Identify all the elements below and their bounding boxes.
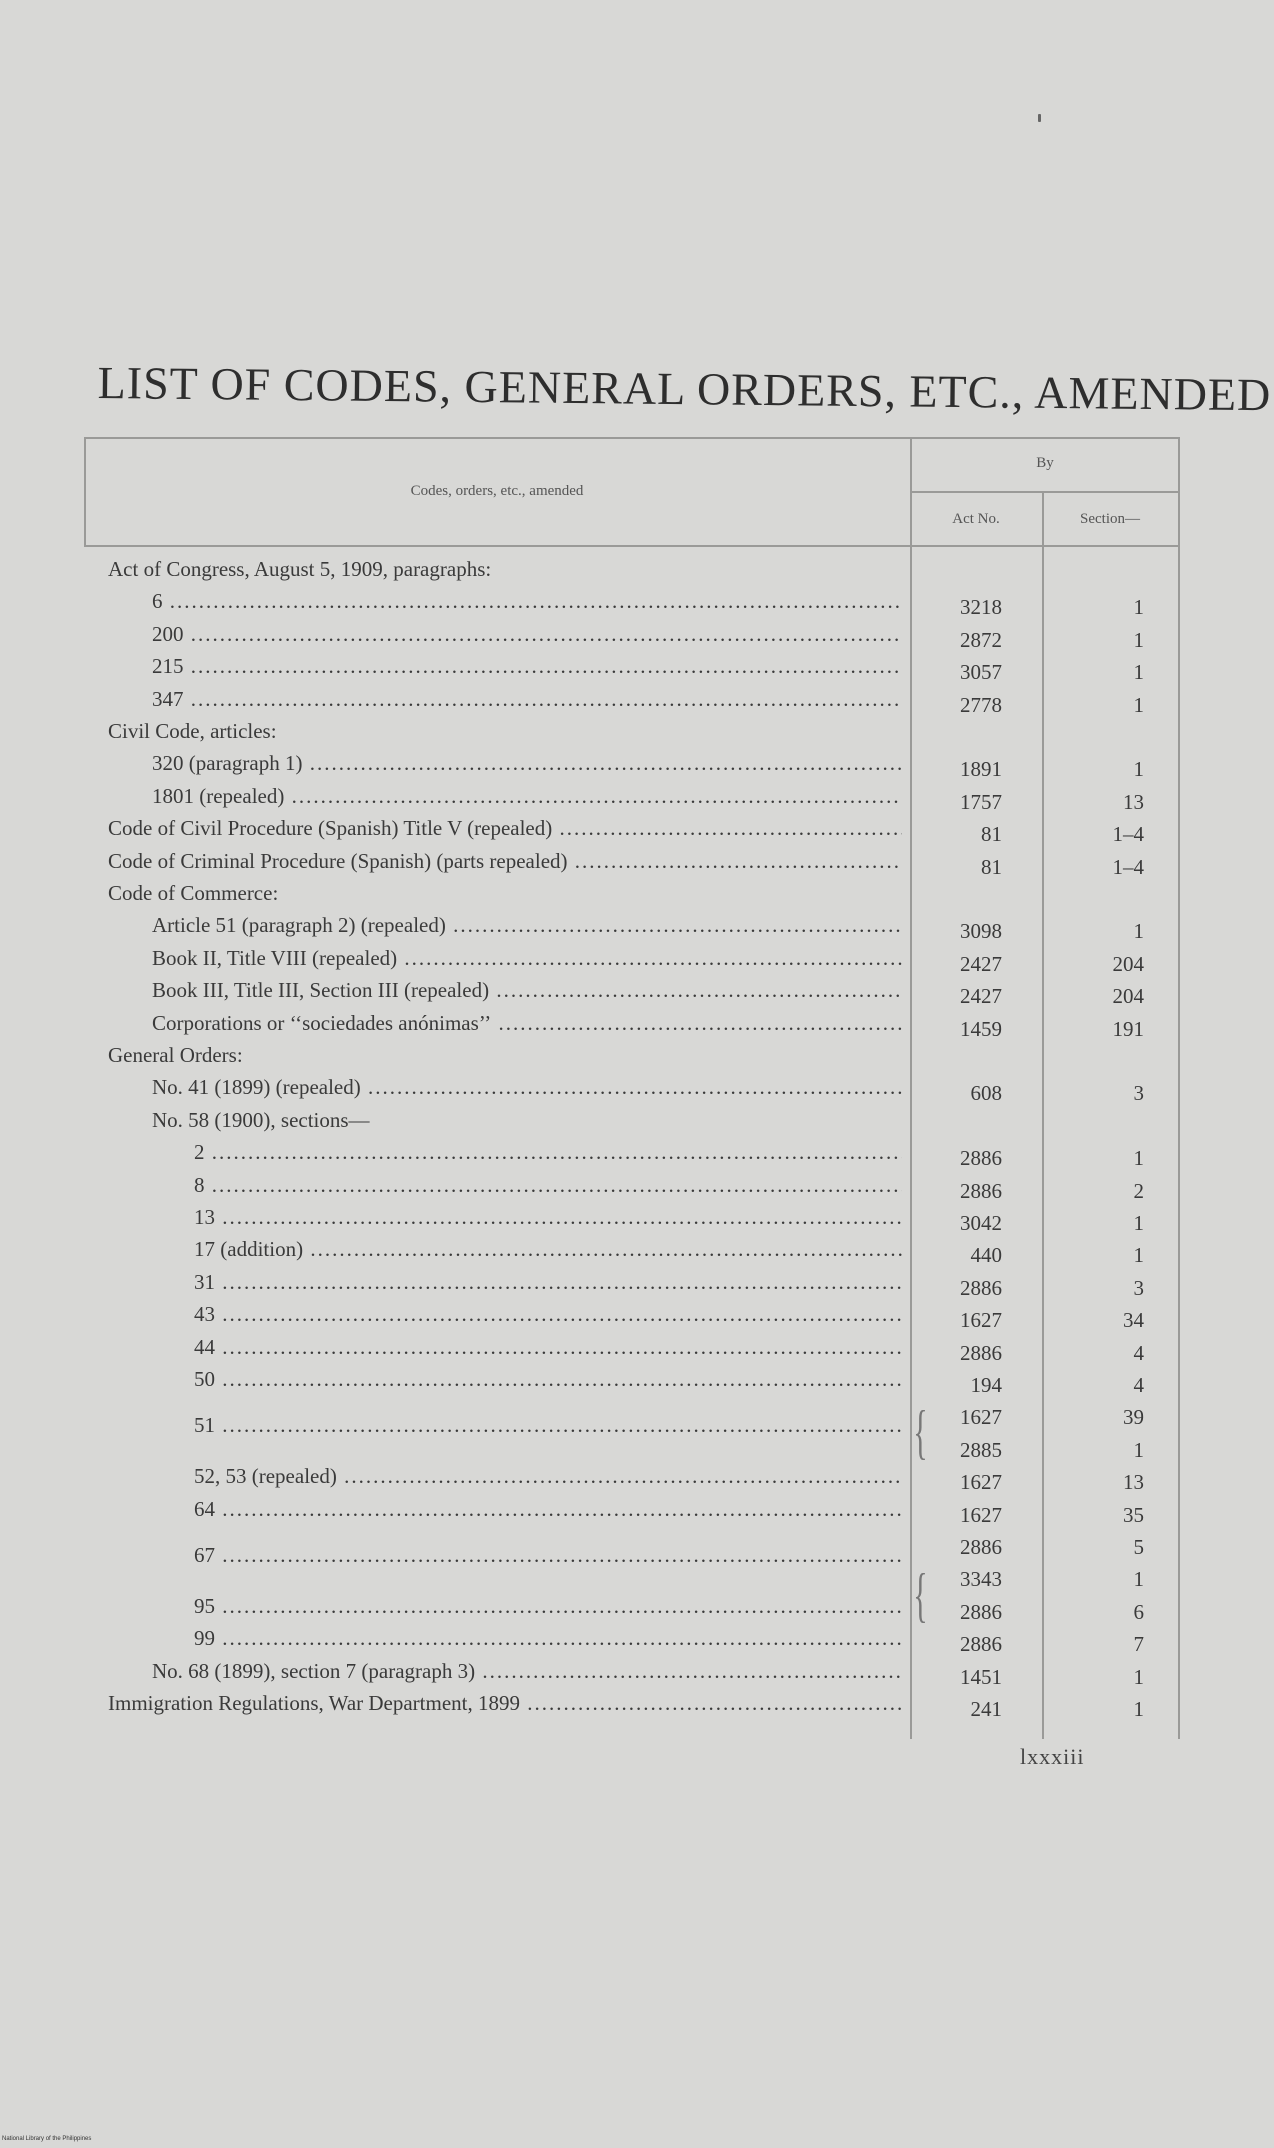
row-act-no: 1627 bbox=[960, 1470, 1002, 1495]
table-row bbox=[84, 1233, 1180, 1268]
row-label: Act of Congress, August 5, 1909, paragraphs: bbox=[108, 557, 492, 581]
row-act-no: 3042 bbox=[960, 1211, 1002, 1235]
header-codes: Codes, orders, etc., amended bbox=[410, 483, 584, 499]
row-section: 3 bbox=[1133, 1275, 1144, 1300]
header-by: By bbox=[1036, 455, 1054, 471]
row-act-no: 81 bbox=[981, 822, 1002, 847]
row-section: 13 bbox=[1123, 789, 1144, 814]
row-act-no: 2886 bbox=[960, 1340, 1002, 1365]
table-row bbox=[84, 715, 1180, 747]
row-label: Corporations or ‘‘sociedades anónimas’’ ..... bbox=[152, 1007, 902, 1039]
row-act-no: 608 bbox=[970, 1081, 1002, 1106]
row-section: 35 bbox=[1123, 1502, 1144, 1527]
row-section: 13 bbox=[1123, 1470, 1144, 1495]
table-row bbox=[84, 942, 1180, 974]
row-label: 8 ..... bbox=[194, 1169, 902, 1201]
table-row bbox=[84, 1007, 1180, 1039]
row-section: 1 bbox=[1133, 919, 1144, 944]
row-section: 1 bbox=[1133, 1664, 1144, 1689]
row-act-no: 2885 bbox=[960, 1437, 1002, 1462]
row-label: 13 ..... bbox=[194, 1201, 902, 1233]
row-label: 99 ..... bbox=[194, 1622, 902, 1654]
row-label: 64 ..... bbox=[194, 1493, 902, 1525]
table-row bbox=[84, 650, 1180, 685]
row-act-no: 2778 bbox=[960, 692, 1002, 717]
row-act-no: 3098 bbox=[960, 919, 1002, 944]
row-section: 7 bbox=[1133, 1632, 1144, 1657]
row-section: 34 bbox=[1123, 1308, 1144, 1333]
row-label: No. 41 (1899) (repealed) ..... bbox=[152, 1071, 902, 1103]
row-section: 1 bbox=[1133, 757, 1144, 782]
row-section: 1 bbox=[1133, 1211, 1144, 1235]
row-section: 2 bbox=[1133, 1178, 1144, 1203]
table-top-rule bbox=[84, 437, 1180, 439]
row-label: 51 ..... bbox=[194, 1409, 902, 1441]
paper-speck bbox=[1038, 114, 1041, 122]
table-row bbox=[84, 1104, 1180, 1136]
row-label: 67 ..... bbox=[194, 1539, 902, 1571]
row-label: 347 ..... bbox=[152, 683, 902, 715]
row-act-no: 81 bbox=[981, 854, 1002, 879]
header-bottom-rule bbox=[84, 545, 1180, 547]
row-label: Article 51 (paragraph 2) (repealed) ..... bbox=[152, 909, 902, 941]
brace-51: { bbox=[913, 1399, 928, 1465]
row-label: 31 ..... bbox=[194, 1266, 902, 1298]
row-label: 200 ..... bbox=[152, 618, 902, 650]
row-section: 1 bbox=[1133, 1697, 1144, 1721]
row-act-no: 2427 bbox=[960, 951, 1002, 976]
table-row bbox=[84, 683, 1180, 715]
row-section: 204 bbox=[1112, 984, 1144, 1009]
table-row bbox=[84, 1655, 1180, 1687]
row-act-no: 2886 bbox=[960, 1599, 1002, 1624]
row-section: 1 bbox=[1133, 692, 1144, 717]
table-row bbox=[84, 1169, 1180, 1201]
row-label: Code of Criminal Procedure (Spanish) (parts repealed) ..... bbox=[108, 845, 902, 877]
row-section: 1 bbox=[1133, 1437, 1144, 1462]
library-footer-tag: National Library of the Philippines bbox=[2, 2136, 92, 2142]
row-label: Book II, Title VIII (repealed) ..... bbox=[152, 942, 902, 974]
table-row bbox=[84, 1687, 1180, 1719]
row-label: 52, 53 (repealed) ..... bbox=[194, 1460, 902, 1492]
row-act-no: 2886 bbox=[960, 1632, 1002, 1657]
table-row bbox=[84, 812, 1180, 847]
row-label: Immigration Regulations, War Department, 1899 ..... bbox=[108, 1687, 902, 1719]
row-act-no: 1459 bbox=[960, 1016, 1002, 1041]
table-row bbox=[84, 1557, 1180, 1592]
row-section: 1 bbox=[1133, 660, 1144, 685]
row-section: 4 bbox=[1133, 1340, 1144, 1365]
table-row bbox=[84, 1331, 1180, 1363]
row-label: 320 (paragraph 1) ..... bbox=[152, 747, 902, 779]
row-label: 43 ..... bbox=[194, 1298, 902, 1330]
row-section: 6 bbox=[1133, 1599, 1144, 1624]
row-act-no: 241 bbox=[970, 1697, 1002, 1721]
table-row bbox=[84, 1395, 1180, 1438]
row-section: 204 bbox=[1112, 951, 1144, 976]
row-act-no: 1627 bbox=[960, 1502, 1002, 1527]
row-act-no: 1757 bbox=[960, 789, 1002, 814]
row-act-no: 3218 bbox=[960, 595, 1002, 620]
row-label: No. 58 (1900), sections— bbox=[152, 1107, 370, 1132]
row-act-no: 3343 bbox=[960, 1567, 1002, 1592]
table-row bbox=[84, 1428, 1180, 1460]
table-row bbox=[84, 1266, 1180, 1298]
row-label: 95 ..... bbox=[194, 1590, 902, 1622]
table-row bbox=[84, 1071, 1180, 1106]
row-label: 1801 (repealed) ..... bbox=[152, 780, 902, 812]
row-section: 4 bbox=[1133, 1373, 1144, 1397]
row-section: 1 bbox=[1133, 627, 1144, 652]
row-act-no: 440 bbox=[970, 1243, 1002, 1268]
table-row bbox=[84, 877, 1180, 909]
row-act-no: 1891 bbox=[960, 757, 1002, 782]
table-row bbox=[84, 553, 1180, 585]
row-section: 5 bbox=[1133, 1535, 1144, 1559]
row-label bbox=[194, 1428, 902, 1460]
row-act-no: 2427 bbox=[960, 984, 1002, 1009]
row-act-no: 1627 bbox=[960, 1308, 1002, 1333]
table-row bbox=[84, 1136, 1180, 1171]
row-label: General Orders: bbox=[108, 1043, 243, 1067]
row-section: 191 bbox=[1112, 1016, 1144, 1041]
table-row bbox=[84, 974, 1180, 1009]
row-section: 1 bbox=[1133, 595, 1144, 620]
table-row bbox=[84, 1363, 1180, 1395]
table-row bbox=[84, 845, 1180, 877]
row-label bbox=[194, 1557, 902, 1589]
table-row bbox=[84, 1525, 1180, 1567]
row-act-no: 3057 bbox=[960, 660, 1002, 685]
table-row bbox=[84, 1622, 1180, 1657]
table-row bbox=[84, 1201, 1180, 1233]
table-row bbox=[84, 1460, 1180, 1495]
row-label: 215 ..... bbox=[152, 650, 902, 682]
row-label: Book III, Title III, Section III (repealed) ..... bbox=[152, 974, 902, 1006]
row-section: 1 bbox=[1133, 1567, 1144, 1592]
row-section: 1 bbox=[1133, 1146, 1144, 1171]
table-row bbox=[84, 1590, 1180, 1622]
by-subheader-rule bbox=[910, 491, 1180, 493]
row-label: Civil Code, articles: bbox=[108, 719, 277, 743]
page-number: lxxxiii bbox=[1020, 1744, 1085, 1769]
row-act-no: 2886 bbox=[960, 1146, 1002, 1171]
table-row bbox=[84, 1039, 1180, 1071]
row-act-no: 2872 bbox=[960, 627, 1002, 652]
row-act-no: 2886 bbox=[960, 1178, 1002, 1203]
table-row bbox=[84, 909, 1180, 944]
row-label: 17 (addition) ..... bbox=[194, 1233, 902, 1265]
row-act-no: 1451 bbox=[960, 1664, 1002, 1689]
row-section: 1–4 bbox=[1112, 854, 1144, 879]
row-label: 6 ..... bbox=[152, 585, 902, 617]
row-label: Code of Commerce: bbox=[108, 881, 279, 905]
row-section: 3 bbox=[1133, 1081, 1144, 1106]
table-row bbox=[84, 1298, 1180, 1333]
table-row bbox=[84, 585, 1180, 620]
row-section: 1 bbox=[1133, 1243, 1144, 1268]
header-act-no: Act No. bbox=[952, 511, 1000, 527]
row-label: No. 68 (1899), section 7 (paragraph 3) ..... bbox=[152, 1655, 902, 1687]
row-act-no: 194 bbox=[970, 1373, 1002, 1397]
row-label: 2 ..... bbox=[194, 1136, 902, 1168]
header-section: Section— bbox=[1080, 511, 1140, 527]
codes-table bbox=[84, 437, 1180, 1739]
row-label: 50 ..... bbox=[194, 1363, 902, 1395]
row-act-no: 2886 bbox=[960, 1535, 1002, 1559]
page-title: LIST OF CODES, GENERAL ORDERS, ETC., AMENDED bbox=[97, 356, 1272, 421]
table-row bbox=[84, 618, 1180, 650]
row-act-no: 2886 bbox=[960, 1275, 1002, 1300]
row-section: 39 bbox=[1123, 1405, 1144, 1430]
row-label: Code of Civil Procedure (Spanish) Title V (repealed) ..... bbox=[108, 812, 902, 844]
brace-67: { bbox=[913, 1562, 928, 1628]
table-row bbox=[84, 780, 1180, 812]
row-label: 44 ..... bbox=[194, 1331, 902, 1363]
row-section: 1–4 bbox=[1112, 822, 1144, 847]
table-row bbox=[84, 1493, 1180, 1525]
table-row bbox=[84, 747, 1180, 782]
row-act-no: 1627 bbox=[960, 1405, 1002, 1430]
